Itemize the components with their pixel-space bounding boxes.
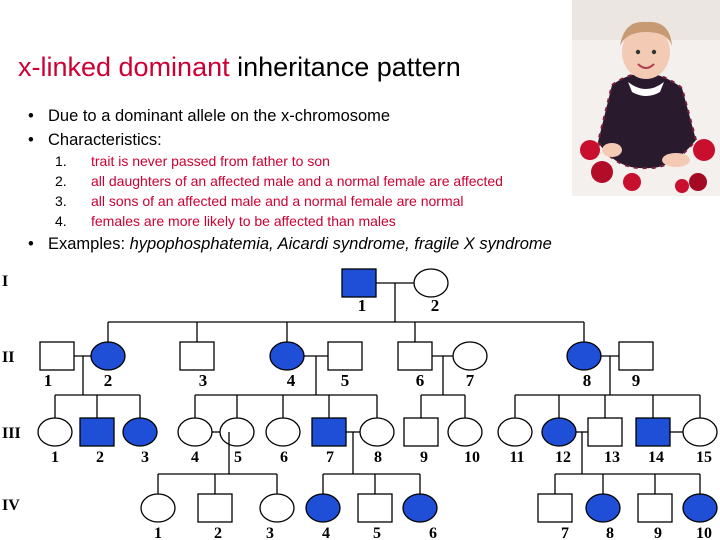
male-square <box>342 269 376 297</box>
female-circle <box>360 418 394 446</box>
individual-number: 1 <box>51 449 59 466</box>
individual-number: 6 <box>415 371 425 390</box>
individual-number: 6 <box>280 449 288 466</box>
individual-number: 7 <box>465 371 475 390</box>
list-item: 2. all daughters of an affected male and a normal female are affected <box>55 173 503 189</box>
individual-number: 1 <box>43 371 53 390</box>
individual-number: 5 <box>373 525 381 540</box>
individual-number: 13 <box>604 449 620 466</box>
female-circle <box>414 269 448 297</box>
male-square <box>312 418 346 446</box>
individual-number: 2 <box>214 525 222 540</box>
list-item: 3. all sons of an affected male and a normal female are normal <box>55 193 464 209</box>
characteristics-list <box>55 151 503 231</box>
examples-bullet: • Examples: hypophosphatemia, Aicardi syndrome, fragile X syndrome <box>26 232 552 256</box>
slide-title <box>18 52 461 83</box>
individual-number: 14 <box>648 449 664 466</box>
individual-number: 8 <box>606 525 614 540</box>
individual-number: 8 <box>374 449 382 466</box>
male-square <box>636 418 670 446</box>
female-circle <box>403 494 437 522</box>
generation-label: II <box>2 349 15 366</box>
female-circle <box>38 418 72 446</box>
female-circle <box>567 342 601 370</box>
generation-label: I <box>2 273 9 290</box>
female-circle <box>498 418 532 446</box>
pedigree-chart <box>0 258 720 540</box>
list-item: 4. females are more likely to be affected than males <box>55 213 396 229</box>
individual-number: 3 <box>266 525 274 540</box>
individual-number: 11 <box>509 449 525 466</box>
male-square <box>538 494 572 522</box>
female-circle <box>448 418 482 446</box>
individual-number: 4 <box>322 525 330 540</box>
bullet-2: • Characteristics: <box>26 128 390 152</box>
baby-photo <box>572 0 720 196</box>
title-rest: inheritance pattern <box>229 52 461 82</box>
individual-number: 4 <box>191 449 199 466</box>
individual-number: 5 <box>340 371 350 390</box>
female-circle <box>453 342 487 370</box>
individual-number: 2 <box>103 371 113 390</box>
generation-label: IV <box>2 497 20 514</box>
female-circle <box>123 418 157 446</box>
female-circle <box>683 418 717 446</box>
male-square <box>638 494 672 522</box>
individual-number: 5 <box>234 449 242 466</box>
male-square <box>180 342 214 370</box>
female-circle <box>220 418 254 446</box>
female-circle <box>586 494 620 522</box>
female-circle <box>306 494 340 522</box>
female-circle <box>91 342 125 370</box>
list-item: 1. trait is never passed from father to son <box>55 153 330 169</box>
individual-number: 15 <box>696 449 712 466</box>
male-square <box>404 418 438 446</box>
bullet-1: • Due to a dominant allele on the x-chromosome <box>26 104 390 128</box>
individual-number: 10 <box>464 449 480 466</box>
individual-number: 9 <box>420 449 428 466</box>
female-circle <box>542 418 576 446</box>
male-square <box>40 342 74 370</box>
individual-number: 3 <box>141 449 149 466</box>
individual-number: 7 <box>561 525 569 540</box>
individual-number: 10 <box>696 525 712 540</box>
individual-number: 1 <box>357 296 367 315</box>
female-circle <box>270 342 304 370</box>
female-circle <box>260 494 294 522</box>
individual-number: 2 <box>430 296 440 315</box>
male-square <box>328 342 362 370</box>
individual-number: 6 <box>429 525 437 540</box>
individual-number: 7 <box>326 449 334 466</box>
bullet-list <box>26 104 390 152</box>
male-square <box>198 494 232 522</box>
individual-number: 12 <box>555 449 571 466</box>
male-square <box>80 418 114 446</box>
individual-number: 8 <box>582 371 592 390</box>
individual-number: 1 <box>154 525 162 540</box>
individual-number: 4 <box>286 371 296 390</box>
female-circle <box>266 418 300 446</box>
generation-label: III <box>2 425 21 442</box>
female-circle <box>178 418 212 446</box>
individual-number: 2 <box>96 449 104 466</box>
male-square <box>398 342 432 370</box>
female-circle <box>141 494 175 522</box>
female-circle <box>683 494 717 522</box>
examples-value: hypophosphatemia, Aicardi syndrome, fragile X syndrome <box>129 235 552 253</box>
male-square <box>358 494 392 522</box>
title-highlight: x-linked dominant <box>18 52 230 82</box>
male-square <box>588 418 622 446</box>
individual-number: 9 <box>654 525 662 540</box>
individual-number: 9 <box>631 371 641 390</box>
male-square <box>619 342 653 370</box>
individual-number: 3 <box>198 371 208 390</box>
